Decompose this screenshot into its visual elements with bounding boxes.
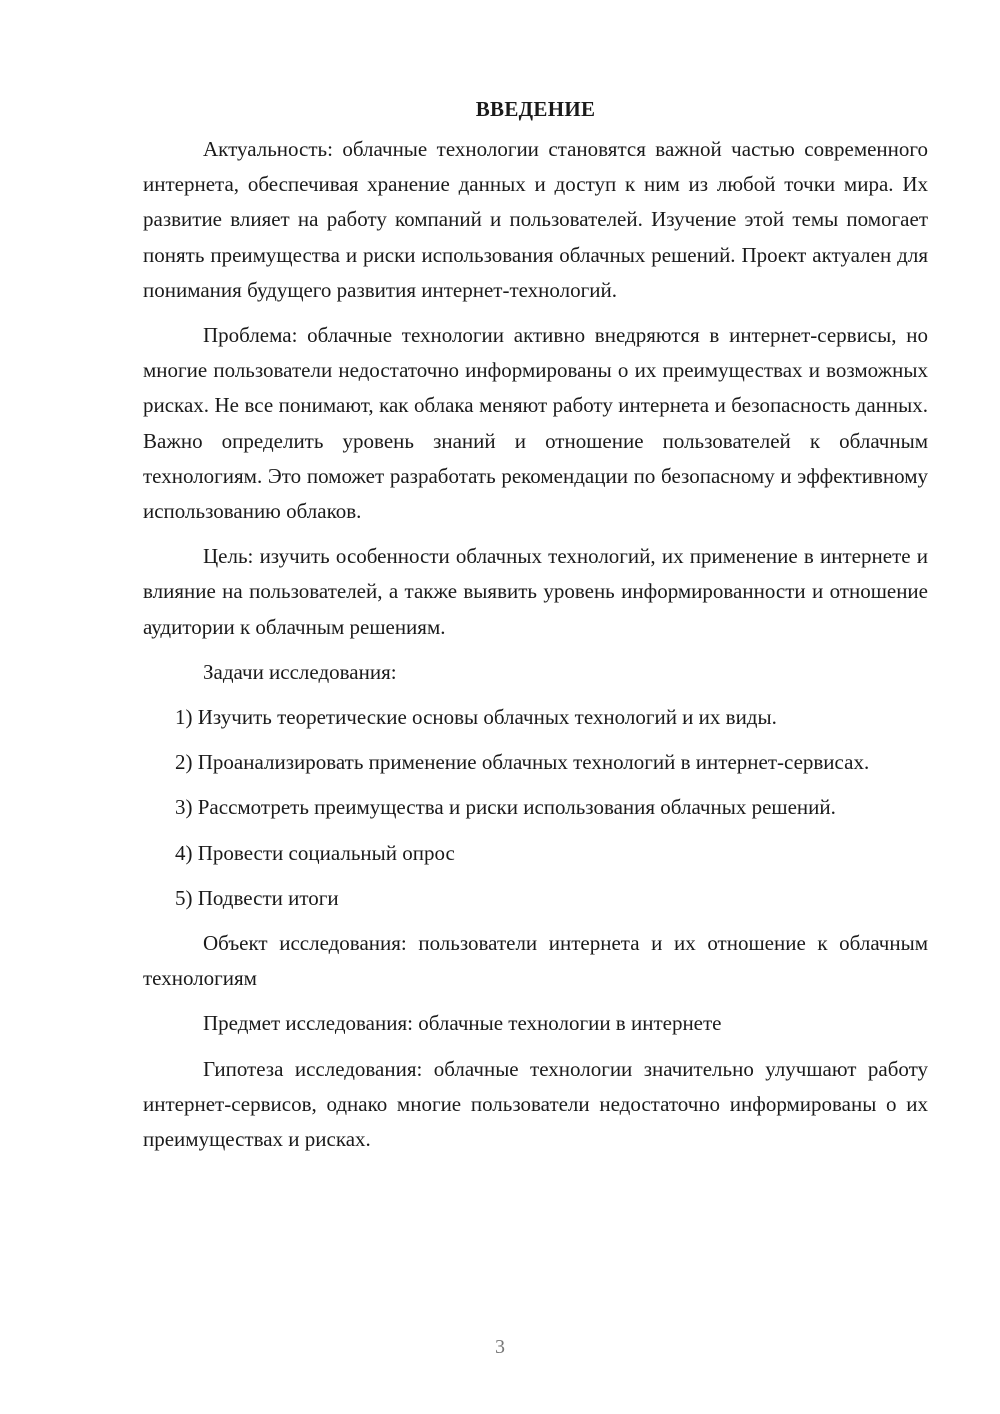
tasks-title: Задачи исследования: xyxy=(203,659,397,684)
task-item-4: 4) Провести социальный опрос xyxy=(175,840,455,865)
relevance-paragraph: Актуальность: облачные технологии становятся важной частью современного интернета, обеспечивая хранение данных и доступ к ним из любой точки мира. Их развитие влияет на работу компаний и пользователей. Изучение этой темы помогает понять преимущества и риски использования облачных решений. Проект актуален для понимания будущего развития интернет-технологий. xyxy=(143,137,928,302)
section-heading: ВВЕДЕНИЕ xyxy=(475,97,596,121)
object-paragraph: Объект исследования: пользователи интернета и их отношение к облачным технологиям xyxy=(143,931,928,991)
task-item-5: 5) Подвести итоги xyxy=(175,885,339,910)
subject-paragraph: Предмет исследования: облачные технологии в интернете xyxy=(203,1011,722,1036)
page-number: 3 xyxy=(495,1336,505,1358)
task-item-2: 2) Проанализировать применение облачных технологий в интернет-сервисах. xyxy=(175,750,870,775)
hypothesis-paragraph: Гипотеза исследования: облачные технологии значительно улучшают работу интернет-сервисов, однако многие пользователи недостаточно информированы о их преимуществах и рисках. xyxy=(143,1056,928,1152)
problem-paragraph: Проблема: облачные технологии активно внедряются в интернет-сервисы, но многие пользователи недостаточно информированы о их преимуществах и возможных рисках. Не все понимают, как облака меняют работу интернета и безопасность данных. Важно определить уровень знаний и отношение пользователей к облачным технологиям. Это поможет разработать рекомендации по безопасному и эффективному использованию облаков. xyxy=(143,323,928,524)
page-content xyxy=(143,94,928,1157)
task-item-1: 1) Изучить теоретические основы облачных технологий и их виды. xyxy=(175,705,777,730)
goal-paragraph: Цель: изучить особенности облачных технологий, их применение в интернете и влияние на пользователей, а также выявить уровень информированности и отношение аудитории к облачным решениям. xyxy=(143,544,928,639)
task-item-3: 3) Рассмотреть преимущества и риски использования облачных решений. xyxy=(175,795,836,820)
